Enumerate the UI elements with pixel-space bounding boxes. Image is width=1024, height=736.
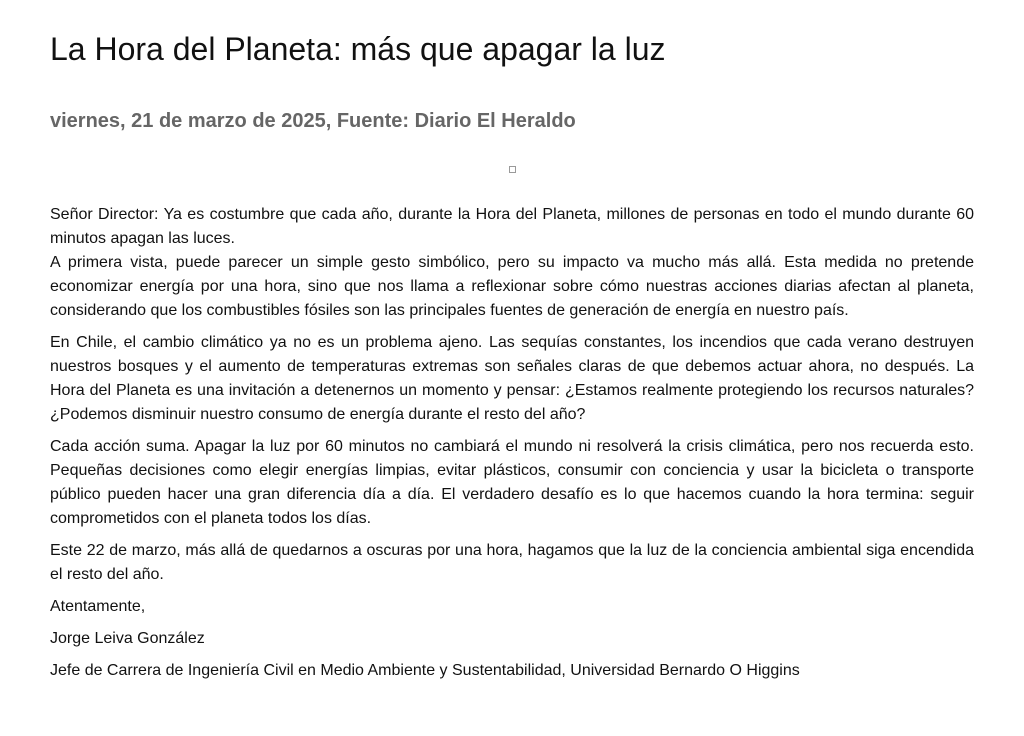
article-paragraph: A primera vista, puede parecer un simple gesto simbólico, pero su impacto va mucho más allá. Esta medida no pretende economizar energía por una hora, sino que nos llama a reflexionar sobre cómo nuestras acciones diarias afectan al planeta, considerando que los combustibles fósiles son las principales fuentes de generación de energía en nuestro país. <box>50 254 974 319</box>
article-paragraph: En Chile, el cambio climático ya no es un problema ajeno. Las sequías constantes, los incendios que cada verano destruyen nuestros bosques y el aumento de temperaturas extremas son señales claras de que debemos actuar ahora, no después. La Hora del Planeta es una invitación a detenernos un momento y pensar: ¿Estamos realmente protegiendo los recursos naturales? ¿Podemos disminuir nuestro consumo de energía durante el resto del año? <box>50 334 974 423</box>
article-paragraph: Señor Director: Ya es costumbre que cada año, durante la Hora del Planeta, millones de personas en todo el mundo durante 60 minutos apagan las luces. <box>50 206 974 247</box>
article-byline: viernes, 21 de marzo de 2025, Fuente: Diario El Heraldo <box>50 110 576 132</box>
article-title: La Hora del Planeta: más que apagar la luz <box>50 31 666 67</box>
author-role: Jefe de Carrera de Ingeniería Civil en Medio Ambiente y Sustentabilidad, Universidad Bernardo O Higgins <box>50 662 800 679</box>
article-paragraph: Cada acción suma. Apagar la luz por 60 minutos no cambiará el mundo ni resolverá la crisis climática, pero nos recuerda esto. Pequeñas decisiones como elegir energías limpias, evitar plásticos, consumir con conciencia y usar la bicicleta o transporte público pueden hacer una gran diferencia día a día. El verdadero desafío es lo que hacemos cuando la hora termina: seguir comprometidos con el planeta todos los días. <box>50 438 974 527</box>
article-body <box>50 203 974 683</box>
author-name: Jorge Leiva González <box>50 630 205 647</box>
broken-image-icon <box>509 166 516 173</box>
letter-closing: Atentamente, <box>50 598 146 615</box>
article-paragraph: Este 22 de marzo, más allá de quedarnos a oscuras por una hora, hagamos que la luz de la conciencia ambiental siga encendida el resto del año. <box>50 542 974 583</box>
